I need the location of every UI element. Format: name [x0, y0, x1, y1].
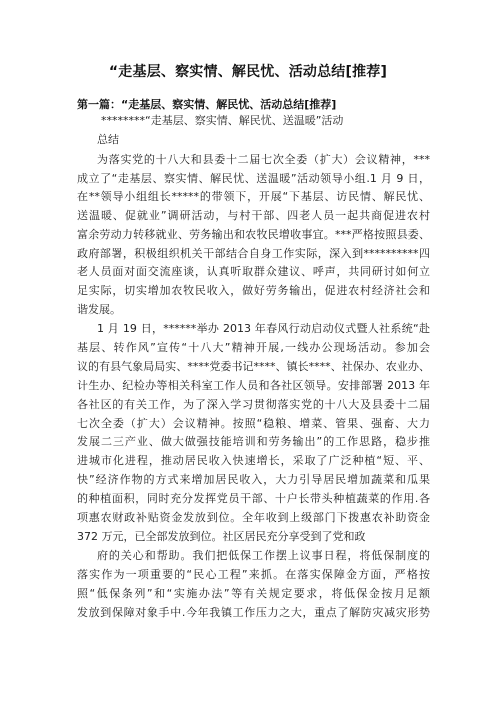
- text-line: 足实际，切实增加农牧民收入，做好劳务输出，促进农村经济社会和: [77, 284, 430, 297]
- text-line: 老人员面对面交流座谈，认真听取群众建议、呼声，共同研讨如何立: [77, 265, 430, 278]
- text-line: 在**领导小组组长*****的带领下，开展“下基层、访民情、解民忧、: [77, 190, 430, 203]
- section-heading: 第一篇：“走基层、察实情、解民忧、活动总结[推荐]: [77, 98, 337, 111]
- text-line: 各社区的有关工作，为了深入学习贯彻落实党的十八大及县委十二届: [77, 398, 430, 411]
- text-line: 议的有县气象局局实、****党委书记****、镇长****、社保办、农业办、: [77, 360, 430, 373]
- text-line: 的种植面积，同时充分发挥党员干部、十户长带头种植蔬菜的作用.各: [77, 492, 430, 505]
- text-line: 计生办、纪检办等相关科室工作人员和各社区领导。安排部署 2013 年: [77, 379, 430, 392]
- text-line: ********“走基层、察实情、解民忧、送温暖”活动: [101, 114, 344, 127]
- text-line: 成立了“走基层、察实情、解民忧、送温暖”活动领导小组.1 月 9 日，: [77, 172, 430, 185]
- text-line: 基层、转作风”宣传“十八大”精神开展,一线办公现场活动。参加会: [77, 341, 430, 354]
- text-line: 政府部署，积极组织机关干部结合自身工作实际，深入到**********四: [77, 247, 430, 260]
- text-line: 谐发展。: [77, 303, 121, 316]
- text-line: 为落实党的十八大和县委十二届七次全委（扩大）会议精神，***: [97, 153, 430, 166]
- text-line: 发放到保障对象手中.今年我镇工作压力之大，重点了解防灾减灾形势: [77, 606, 430, 619]
- text-line: 七次全委（扩大）会议精神。按照“稳粮、增菜、管果、强畜、大力: [77, 417, 430, 430]
- text-line: 府的关心和帮助。我们把低保工作摆上议事日程，将低保制度的: [97, 549, 430, 562]
- text-line: 发展二三产业、做大做强技能培训和劳务输出”的工作思路，稳步推: [77, 435, 430, 448]
- text-line: 1 月 19 日，******举办 2013 年春风行动启动仪式暨人社系统“赴: [97, 322, 430, 335]
- text-line: 总结: [97, 133, 119, 146]
- text-line: 送温暖、促就业”调研活动，与村干部、四老人员一起共商促进农村: [77, 209, 430, 222]
- text-line: 372 万元，已全部发放到位。社区居民充分享受到了党和政: [77, 530, 366, 543]
- text-line: 照“低保条列”和“实施办法”等有关规定要求，将低保金按月足额: [77, 587, 430, 600]
- text-line: 项惠农财政补贴资金发放到位。全年收到上级部门下拨惠农补助资金: [77, 511, 430, 524]
- text-line: 落实作为一项重要的“民心工程”来抓。在落实保障金方面，严格按: [77, 568, 430, 581]
- text-line: 富余劳动力转移就业、劳务输出和农牧民增收事宜。***严格按照县委、: [77, 228, 430, 241]
- text-line: 进城市化进程，推动居民收入快速增长，采取了广泛种植“短、平、: [77, 454, 430, 467]
- document-title: “走基层、察实情、解民忧、活动总结[推荐]: [108, 64, 388, 80]
- text-line: 快”经济作物的方式来增加居民收入，大力引导居民增加蔬菜和瓜果: [77, 473, 430, 486]
